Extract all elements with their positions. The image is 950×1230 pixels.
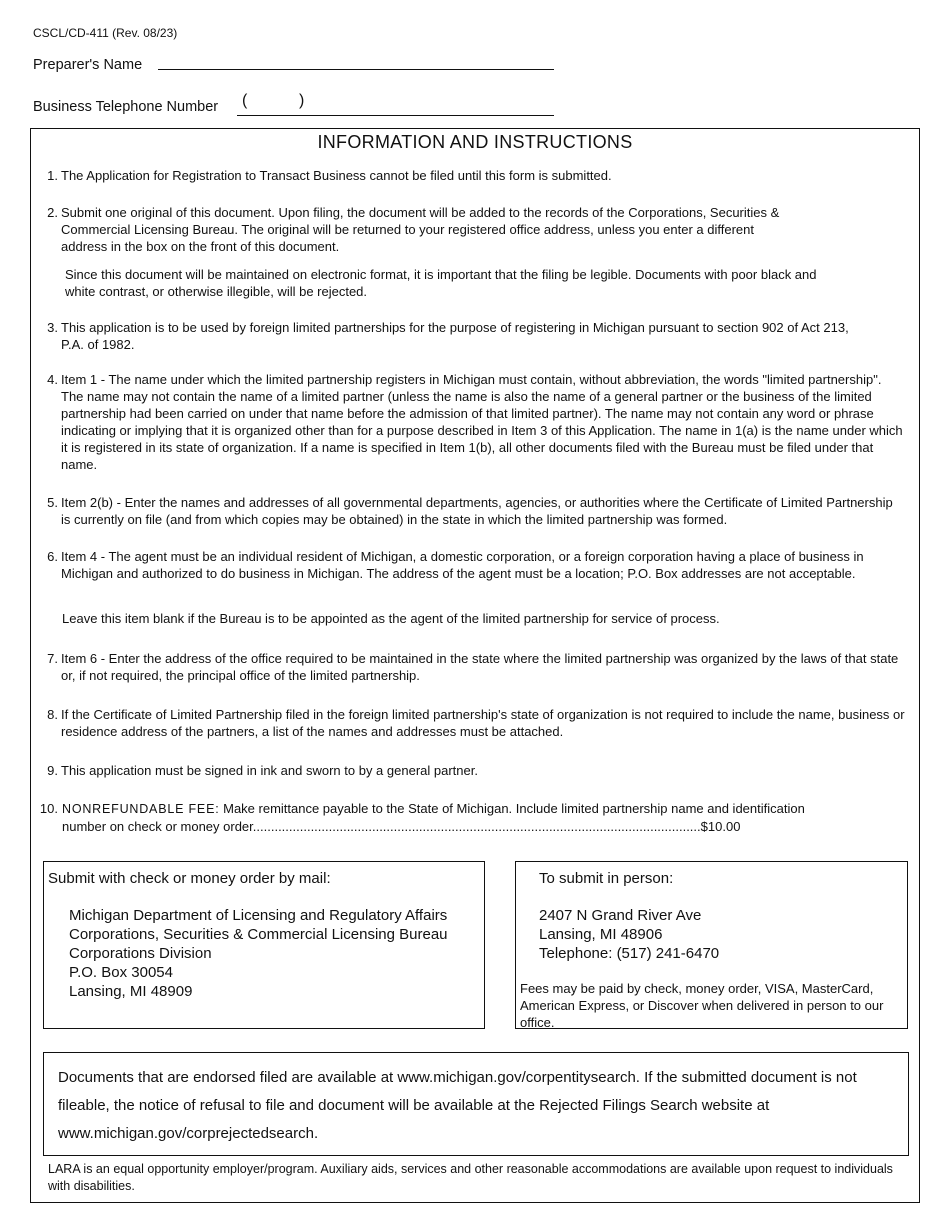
instruction-item-3: [36, 319, 856, 353]
business-phone-label: Business Telephone Number: [33, 99, 219, 115]
mail-address-line: Corporations, Securities & Commercial Licensing Bureau: [69, 926, 448, 943]
instruction-item-6: [36, 548, 906, 582]
mail-address-line: Corporations Division: [69, 945, 212, 962]
phone-open-paren: (: [242, 92, 248, 109]
fee-payment-note: Fees may be paid by check, money order, VISA, MasterCard, American Express, or Discover when delivered in person to our office.: [520, 981, 884, 1030]
in-person-title: To submit in person:: [539, 870, 674, 887]
item-number: 10.: [39, 801, 58, 816]
item-number: 1.: [47, 168, 58, 183]
item-text: Item 4 - The agent must be an individual resident of Michigan, a domestic corporation, or a foreign corporation having a place of business in Michigan and authorized to do business in Michigan. The address of the agent must be a location; P.O. Box addresses are not acceptable.: [61, 549, 864, 581]
instructions-heading: INFORMATION AND INSTRUCTIONS: [317, 132, 633, 152]
phone-close-paren: ): [299, 92, 305, 109]
item-number: 4.: [47, 372, 58, 387]
item-number: 7.: [47, 651, 58, 666]
item-number: 9.: [47, 763, 58, 778]
in-person-address-line: Telephone: (517) 241-6470: [539, 945, 720, 962]
instruction-item-4: [36, 371, 906, 473]
item-number: 5.: [47, 495, 58, 510]
item-number: 3.: [47, 320, 58, 335]
fee-text-line2: number on check or money order: [62, 819, 253, 834]
fee-amount: $10.00: [700, 819, 741, 834]
item-text: Item 1 - The name under which the limited partnership registers in Michigan must contain, without abbreviation, the words "limited partnership". The name may not contain the name of a limited partner (unless the name is also the name of a general partner or the business of the limited partnership had been carried on under that name before the admission of that limited partner). The name may not contain any word or phrase indicating or implying that it is organized other than for a purpose described in Item 3 of this Application. The name in 1(a) is the name under which it is registered in its state of organization. If a name is specified in Item 1(b), all other documents filed with the Bureau must be filed under that name.: [61, 372, 903, 472]
instruction-item-2-note: Since this document will be maintained on electronic format, it is important that the filing be legible. Documents with poor black and white contrast, or otherwise illegible, will be rejected.: [65, 267, 817, 299]
fee-text: Make remittance payable to the State of Michigan. Include limited partnership name and identification: [223, 801, 805, 816]
mail-address: [69, 906, 448, 1001]
instruction-item-9: [36, 762, 906, 779]
instruction-item-2: [36, 204, 801, 255]
instruction-item-1: [36, 167, 906, 184]
in-person-address: [539, 906, 719, 963]
mail-address-line: Michigan Department of Licensing and Regulatory Affairs: [69, 907, 448, 924]
item-text: Item 6 - Enter the address of the office required to be maintained in the state where the limited partnership was organized by the laws of that state or, if not required, the principal office of the limited partnership.: [61, 651, 899, 683]
item-text: This application must be signed in ink and sworn to by a general partner.: [61, 763, 478, 778]
mail-box-title: Submit with check or money order by mail:: [48, 870, 331, 887]
eeo-disclaimer: LARA is an equal opportunity employer/program. Auxiliary aids, services and other reasonable accommodations are available upon request to individuals with disabilities.: [48, 1162, 893, 1193]
item-text: The Application for Registration to Transact Business cannot be filed until this form is submitted.: [61, 168, 612, 183]
item-text: This application is to be used by foreign limited partnerships for the purpose of registering in Michigan pursuant to section 902 of Act 213, P.A. of 1982.: [61, 320, 849, 352]
instruction-item-10: [36, 800, 906, 835]
instruction-item-5: [36, 494, 896, 528]
item-number: 2.: [47, 205, 58, 220]
fee-leader: ............................................................................................................................: [252, 819, 701, 834]
item-number: 8.: [47, 707, 58, 722]
preparer-name-field[interactable]: [158, 68, 554, 70]
business-phone-field[interactable]: [237, 114, 554, 116]
filing-notice-text: Documents that are endorsed filed are available at www.michigan.gov/corpentitysearch. If the submitted document is not fileable, the notice of refusal to file and document will be available at the Rejected Filings Search website at www.michigan.gov/corprejectedsearch.: [58, 1069, 857, 1142]
preparer-name-label: Preparer's Name: [33, 57, 143, 73]
instruction-item-6-note: Leave this item blank if the Bureau is to be appointed as the agent of the limited partnership for service of process.: [62, 611, 720, 626]
item-text: If the Certificate of Limited Partnership filed in the foreign limited partnership's state of organization is not required to include the name, business or residence address of the partners, a list of the names and addresses must be attached.: [61, 707, 905, 739]
item-number: 6.: [47, 549, 58, 564]
mail-address-line: P.O. Box 30054: [69, 964, 173, 981]
instruction-item-7: [36, 650, 906, 684]
fee-label: NONREFUNDABLE FEE:: [62, 802, 220, 816]
item-text: Item 2(b) - Enter the names and addresses of all governmental departments, agencies, or authorities where the Certificate of Limited Partnership is currently on file (and from which copies may be obtained) in the state in which the limited partnership was formed.: [61, 495, 893, 527]
form-number: CSCL/CD-411 (Rev. 08/23): [33, 26, 178, 40]
instruction-item-8: [36, 706, 906, 740]
item-text: Submit one original of this document. Upon filing, the document will be added to the records of the Corporations, Securities & Commercial Licensing Bureau. The original will be returned to your registered office address, unless you enter a different address in the box on the front of this document.: [61, 205, 780, 254]
mail-address-line: Lansing, MI 48909: [69, 983, 193, 1000]
in-person-address-line: Lansing, MI 48906: [539, 926, 663, 943]
in-person-address-line: 2407 N Grand River Ave: [539, 907, 702, 924]
